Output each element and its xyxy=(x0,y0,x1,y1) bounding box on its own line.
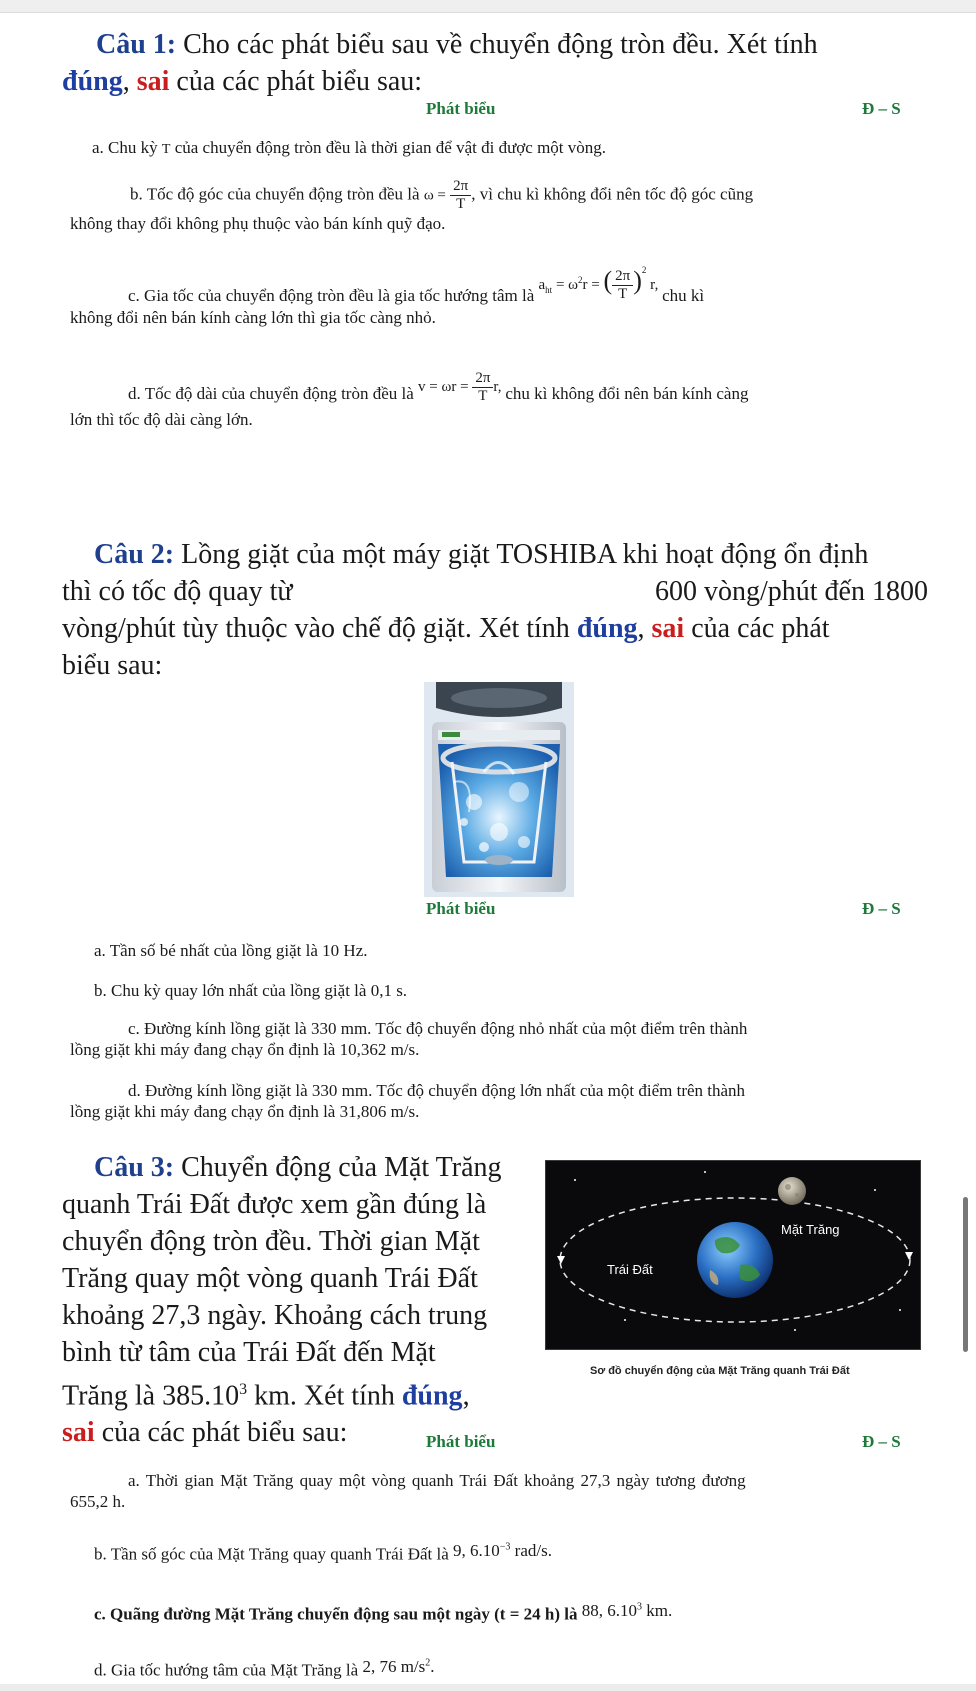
q1-statement-b: b. Tốc độ góc của chuyển động tròn đều là ω = $\frac{2\pi}{T}$ , vì chu kì không đổi nên tốc độ góc cũng không thay đổi không phụ thuộc vào bán kính quỹ đạo. xyxy=(70,178,754,233)
q1-b-fraction: $\frac{2\pi}{T}$ xyxy=(450,178,471,213)
q3-header-statement: Phát biểu xyxy=(426,1432,496,1451)
q2-header-ds: Đ – S xyxy=(862,899,901,918)
q1-intro: Câu 1: Cho các phát biểu sau về chuyển động tròn đều. Xét tính đúng, sai của các phát biểu sau: xyxy=(62,29,818,97)
q3-statement-b: b. Tần số góc của Mặt Trăng quay quanh Trái Đất là 9, $6.10^{-3}$ rad/s. xyxy=(94,1540,552,1564)
q1-text-a: Cho các phát biểu sau về chuyển động tròn đều. Xét tính xyxy=(183,29,818,60)
figure-caption: Sơ đồ chuyển động của Mặt Trăng quanh Trái Đất xyxy=(590,1365,850,1377)
q1-text-b: của các phát biểu sau: xyxy=(176,66,423,97)
scrollbar-thumb[interactable] xyxy=(963,1197,968,1352)
washing-machine-image xyxy=(424,682,574,897)
q1-statement-d: d. Tốc độ dài của chuyển động tròn đều là v = ωr = $\frac{2\pi}{T}$ r, chu kì không đổi nên bán kính càng lớn thì tốc độ dài càng lớn. xyxy=(70,370,749,429)
q3-statement-d: d. Gia tốc hướng tâm của Mặt Trăng là 2, 76 $m/s^2$. xyxy=(94,1656,435,1680)
q1-header-ds: Đ – S xyxy=(862,99,901,118)
q3-header-ds: Đ – S xyxy=(862,1432,901,1451)
q2-statement-c: c. Đường kính lồng giặt là 330 mm. Tốc độ chuyển động nhỏ nhất của một điểm trên thành lồng giặt khi máy đang chạy ổn định là 10,362 m/s. xyxy=(70,1019,748,1059)
q1-header-statement: Phát biểu xyxy=(426,99,496,118)
moon-orbit-figure xyxy=(545,1160,921,1350)
q1-bold-false: sai xyxy=(136,66,170,97)
q1-c-fraction: $\frac{2\pi}{T}$ xyxy=(612,268,633,303)
earth-label: Trái Đất xyxy=(607,1262,653,1277)
q1-statement-c: c. Gia tốc của chuyển động tròn đều là gia tốc hướng tâm là $a_{ht} = \omega^2r$ = ( $\frac{2\pi}{T}$ )$^2$ r, chu kì không đổi nên bán kính càng lớn thì gia tốc càng nhỏ. xyxy=(70,264,705,327)
q2-label: Câu 2: xyxy=(94,539,175,570)
q3-statement-c: c. Quãng đường Mặt Trăng chuyển động sau một ngày (t = 24 h) là 88, 6.10$^3$ km. xyxy=(94,1600,673,1624)
q2-header-statement: Phát biểu xyxy=(426,899,496,918)
bottom-bar xyxy=(0,1684,976,1691)
top-bar xyxy=(0,0,976,13)
q1-statement-a: a. Chu kỳ T của chuyển động tròn đều là thời gian để vật đi được một vòng. xyxy=(92,138,607,157)
q2-statement-d: d. Đường kính lồng giặt là 330 mm. Tốc độ chuyển động lớn nhất của một điểm trên thành lồng giặt khi máy đang chạy ổn định là 31,806 m/s. xyxy=(70,1081,746,1121)
q3-intro: Câu 3: Chuyển động của Mặt Trăng quanh Trái Đất được xem gần đúng là chuyển động tròn đều. Thời gian Mặt Trăng quay một vòng quanh Trái Đất khoảng 27,3 ngày. Khoảng cách trung bình từ tâm của Trái Đất đến Mặt Trăng là 385.10$^3$ km. Xét tính đúng, sai của các phát biểu sau: xyxy=(62,1152,502,1449)
q2-statement-b: b. Chu kỳ quay lớn nhất của lồng giặt là 0,1 s. xyxy=(94,981,408,1000)
q1-label: Câu 1: xyxy=(96,29,177,60)
q1-d-fraction: $\frac{2\pi}{T}$ xyxy=(472,370,493,405)
q3-statement-a: a. Thời gian Mặt Trăng quay một vòng quanh Trái Đất khoảng 27,3 ngày tương đương 655,2 h. xyxy=(70,1471,746,1511)
q2-intro: Câu 2: Lồng giặt của một máy giặt TOSHIBA khi hoạt động ổn định thì có tốc độ quay từ 600 vòng/phút đến 1800 vòng/phút tùy thuộc vào chế độ giặt. Xét tính đúng, sai của các phát biểu sau: xyxy=(62,539,928,681)
q2-statement-a: a. Tần số bé nhất của lồng giặt là 10 Hz. xyxy=(94,941,368,960)
q1-bold-true: đúng xyxy=(62,66,123,97)
moon-label: Mặt Trăng xyxy=(781,1222,840,1237)
q3-label: Câu 3: xyxy=(94,1152,175,1183)
